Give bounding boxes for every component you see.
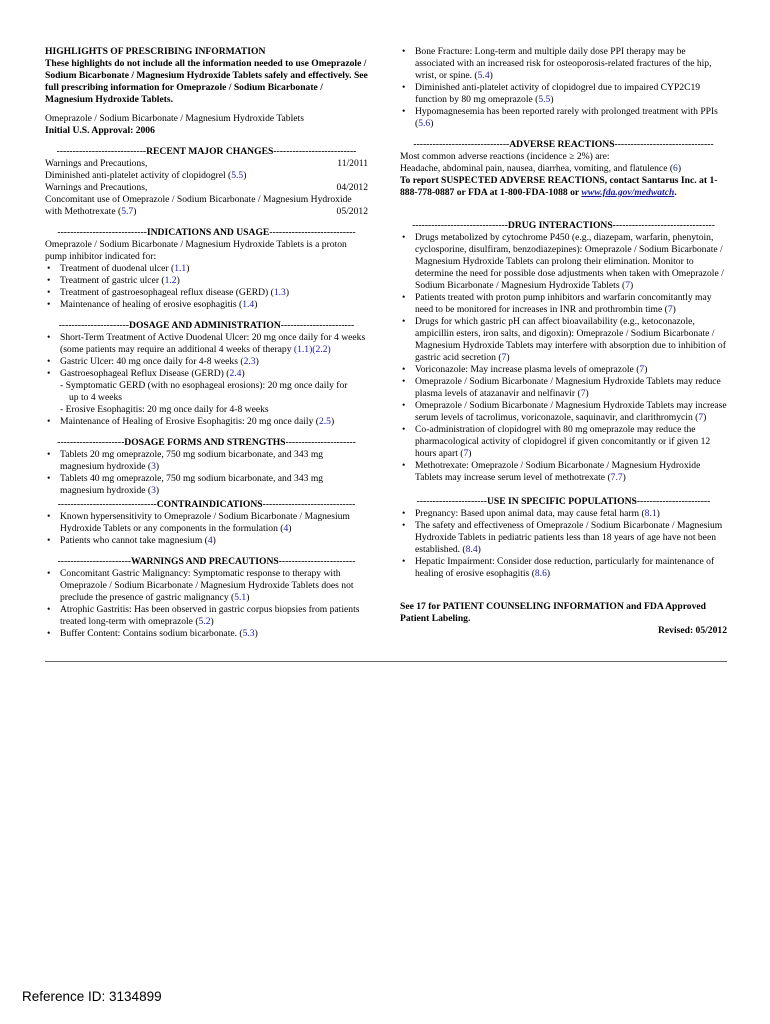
list-item: • The safety and effectiveness of Omeprazole / Sodium Bicarbonate / Magnesium Hydroxide Tablets in pediatric patients less than 18 years of age have not been established. (8.4) [402, 520, 723, 555]
section-link[interactable]: 7 [463, 448, 469, 459]
recent-change-row: Warnings and Precautions, 04/2012 [45, 182, 368, 193]
warnings-list [45, 568, 368, 640]
list-item: • Tablets 20 mg omeprazole, 750 mg sodium bicarbonate, and 343 mg magnesium hydroxide (3) [47, 449, 324, 472]
populations-heading: ----------------------USE IN SPECIFIC POPULATIONS----------------------- [416, 496, 711, 507]
list-item: • Patients treated with proton pump inhibitors and warfarin concomitantly may need to be monitored for increases in INR and prothrombin time (7) [402, 292, 712, 315]
section-link[interactable]: 5.5 [231, 170, 244, 181]
recent-changes [45, 158, 368, 218]
section-link[interactable]: 3 [151, 461, 156, 472]
section-link[interactable]: 7.7 [610, 472, 623, 483]
list-item: • Gastric Ulcer: 40 mg once daily for 4-8 weeks (2.3) [47, 356, 259, 367]
left-column [45, 46, 368, 640]
list-item: • Treatment of duodenal ulcer (1.1) [47, 263, 190, 274]
interactions-list [400, 232, 727, 484]
list-item: • Hepatic Impairment: Consider dose reduction, particularly for maintenance of healing of erosive esophagitis (8.6) [402, 556, 715, 579]
section-link[interactable]: 1.4 [242, 299, 255, 310]
section-link[interactable]: 5.7 [121, 206, 134, 217]
dosage-list-continued [45, 416, 368, 428]
section-link[interactable]: 5.2 [198, 616, 211, 627]
highlights-title: HIGHLIGHTS OF PRESCRIBING INFORMATION [45, 46, 266, 57]
adverse-common: Most common adverse reactions (incidence ≥ 2%) are: [400, 151, 610, 162]
list-item: • Omeprazole / Sodium Bicarbonate / Magnesium Hydroxide Tablets may reduce plasma levels of atazanavir and nelfinavir (7) [402, 376, 721, 399]
dosage-subitem: up to 4 weeks [69, 392, 123, 403]
change-date: 04/2012 [336, 182, 368, 193]
adverse-heading: ------------------------------ADVERSE REACTIONS------------------------------- [413, 139, 714, 150]
section-link[interactable]: 4 [207, 535, 213, 546]
list-item: • Omeprazole / Sodium Bicarbonate / Magnesium Hydroxide Tablets may increase serum levels of tacrolimus, voriconazole, saquinavir, and clarithromycin (7) [402, 400, 727, 423]
list-item: • Drugs metabolized by cytochrome P450 (e.g., diazepam, warfarin, phenytoin, cyclosporine, disulfiram, benzodiazepines): Omeprazole / Sodium Bicarbonate / Magnesium Hydroxide Tablets can prolong their elimination. Monitor to determine the need for possible dose adjustments when taken with Omeprazole / Sodium Bicarbonate / Magnesium Hydroxide Tablets (7) [402, 232, 724, 291]
section-link[interactable]: 5.3 [242, 628, 255, 639]
section-link[interactable]: 1.3 [273, 287, 286, 298]
section-link[interactable]: 7 [667, 304, 673, 315]
section-link[interactable]: 6 [673, 163, 678, 174]
contraindications-list [45, 511, 368, 547]
section-link[interactable]: 7 [580, 388, 586, 399]
section-link[interactable]: 4 [283, 523, 289, 534]
list-item: • Hypomagnesemia has been reported rarely with prolonged treatment with PPIs (5.6) [402, 106, 718, 129]
reference-id: Reference ID: 3134899 [22, 989, 162, 1004]
list-item: • Treatment of gastric ulcer (1.2) [47, 275, 180, 286]
list-item: • Maintenance of Healing of Erosive Esophagitis: 20 mg once daily (2.5) [47, 416, 335, 427]
section-link[interactable]: 5.1 [234, 592, 247, 603]
right-column [400, 46, 727, 637]
section-link[interactable]: 7 [698, 412, 704, 423]
medwatch-link[interactable]: www.fda.gov/medwatch [581, 187, 675, 198]
section-link[interactable]: 1.2 [164, 275, 177, 286]
list-item: • Pregnancy: Based upon animal data, may cause fetal harm (8.1) [402, 508, 660, 519]
list-item: • Bone Fracture: Long-term and multiple daily dose PPI therapy may be associated with an increased risk for osteoporosis-related fractures of the hip, wrist, or spine. (5.4) [402, 46, 712, 81]
section-link[interactable]: (1.1)(2.2) [293, 344, 331, 355]
list-item: • Diminished anti-platelet activity of clopidogrel due to impaired CYP2C19 function by 80 mg omeprazole (5.5) [402, 82, 701, 105]
indications-list [45, 263, 368, 311]
list-item: • Patients who cannot take magnesium (4) [47, 535, 216, 546]
revised-date: Revised: 05/2012 [657, 625, 727, 636]
recent-change-row: with Methotrexate (5.7) 05/2012 [45, 206, 368, 217]
section-link[interactable]: 8.4 [465, 544, 478, 555]
section-link[interactable]: 8.1 [644, 508, 657, 519]
list-item: • Drugs for which gastric pH can affect bioavailability (e.g., ketoconazole, ampicillin esters, iron salts, and digoxin): Omeprazole / Sodium Bicarbonate / Magnesium Hydroxide Tablets may interfere with absorption due to inhibition of gastric acid secretion (7) [402, 316, 726, 363]
contraindications-heading: -------------------------------CONTRAINDICATIONS----------------------------- [57, 499, 356, 510]
section-link[interactable]: 2.5 [318, 416, 331, 427]
populations-list [400, 508, 727, 580]
product-name: Omeprazole / Sodium Bicarbonate / Magnesium Hydroxide Tablets [45, 113, 304, 124]
interactions-heading: ------------------------------DRUG INTERACTIONS-------------------------------- [412, 220, 715, 231]
section-link[interactable]: 5.4 [477, 70, 490, 81]
recent-change-row: Warnings and Precautions, 11/2011 [45, 158, 368, 169]
list-item: • Gastroesophageal Reflux Disease (GERD) (2.4) [47, 368, 245, 379]
warnings-heading: -----------------------WARNINGS AND PRECAUTIONS------------------------ [57, 556, 356, 567]
dosage-subitem: - Symptomatic GERD (with no esophageal erosions): 20 mg once daily for [60, 380, 348, 391]
warnings-list-continued [400, 46, 727, 130]
dosage-subitem: - Erosive Esophagitis: 20 mg once daily for 4-8 weeks [60, 404, 269, 415]
section-link[interactable]: 7 [625, 280, 630, 291]
recent-change-sub: Concomitant use of Omeprazole / Sodium Bicarbonate / Magnesium Hydroxide [45, 194, 352, 205]
change-date: 05/2012 [336, 206, 368, 217]
list-item: • Short-Term Treatment of Active Duodenal Ulcer: 20 mg once daily for 4 weeks (some patients may require an additional 4 weeks of therapy (1.1)(2.2) [47, 332, 366, 355]
list-item: • Co-administration of clopidogrel with 80 mg omeprazole may reduce the pharmacological activity of clopidogrel if given concomitantly or if given 12 hours apart (7) [402, 424, 711, 459]
list-item: • Methotrexate: Omeprazole / Sodium Bicarbonate / Magnesium Hydroxide Tablets may increase serum level of methotrexate (7.7) [402, 460, 701, 483]
section-link[interactable]: 2.3 [243, 356, 256, 367]
adverse-report: To report SUSPECTED ADVERSE REACTIONS, contact Santarus Inc. at 1-888-778-0887 or FDA at 1-800-FDA-1088 or www.fda.gov/medwatch. [400, 175, 718, 198]
section-link[interactable]: 7 [639, 364, 645, 375]
section-link[interactable]: 1.1 [174, 263, 187, 274]
adverse-list: Headache, abdominal pain, nausea, diarrhea, vomiting, and flatulence (6) [400, 163, 682, 174]
forms-heading: ---------------------DOSAGE FORMS AND STRENGTHS---------------------- [57, 437, 356, 448]
forms-list [45, 449, 368, 497]
list-item: • Atrophic Gastritis: Has been observed in gastric corpus biopsies from patients treated long-term with omeprazole (5.2) [47, 604, 360, 627]
counseling-note: See 17 for PATIENT COUNSELING INFORMATION and FDA Approved Patient Labeling. [400, 601, 706, 624]
section-link[interactable]: 3 [151, 485, 156, 496]
recent-changes-heading: ----------------------------RECENT MAJOR CHANGES-------------------------- [56, 146, 357, 157]
list-item: • Treatment of gastroesophageal reflux disease (GERD) (1.3) [47, 287, 290, 298]
section-link[interactable]: 5.5 [538, 94, 551, 105]
highlights-intro: These highlights do not include all the information needed to use Omeprazole / Sodium Bicarbonate / Magnesium Hydroxide Tablets safely and effectively. See full prescribing information for Omeprazole / Sodium Bicarbonate / Magnesium Hydroxide Tablets. [45, 58, 368, 105]
dosage-list [45, 332, 368, 380]
initial-approval: Initial U.S. Approval: 2006 [45, 125, 155, 136]
page-divider [45, 661, 727, 662]
indications-heading: ----------------------------INDICATIONS AND USAGE--------------------------- [57, 227, 356, 238]
list-item: • Tablets 40 mg omeprazole, 750 mg sodium bicarbonate, and 343 mg magnesium hydroxide (3) [47, 473, 324, 496]
section-link[interactable]: 7 [501, 352, 507, 363]
list-item: • Known hypersensitivity to Omeprazole / Sodium Bicarbonate / Magnesium Hydroxide Tablets or any components in the formulation (4) [47, 511, 350, 534]
change-date: 11/2011 [337, 158, 368, 169]
list-item: • Concomitant Gastric Malignancy: Symptomatic response to therapy with Omeprazole / Sodium Bicarbonate / Magnesium Hydroxide Tablets does not preclude the presence of gastric malignancy (5.1) [47, 568, 354, 603]
recent-change-sub: Diminished anti-platelet activity of clopidogrel (5.5) [45, 170, 247, 181]
indications-intro: Omeprazole / Sodium Bicarbonate / Magnesium Hydroxide Tablets is a proton pump inhibitor indicated for: [45, 239, 347, 262]
section-link[interactable]: 2.4 [229, 368, 242, 379]
list-item: • Buffer Content: Contains sodium bicarbonate. (5.3) [47, 628, 258, 639]
list-item: • Maintenance of healing of erosive esophagitis (1.4) [47, 299, 258, 310]
list-item: • Voriconazole: May increase plasma levels of omeprazole (7) [402, 364, 648, 375]
section-link[interactable]: 5.6 [418, 118, 431, 129]
dosage-heading: ----------------------DOSAGE AND ADMINISTRATION----------------------- [58, 320, 355, 331]
section-link[interactable]: 8.6 [534, 568, 547, 579]
